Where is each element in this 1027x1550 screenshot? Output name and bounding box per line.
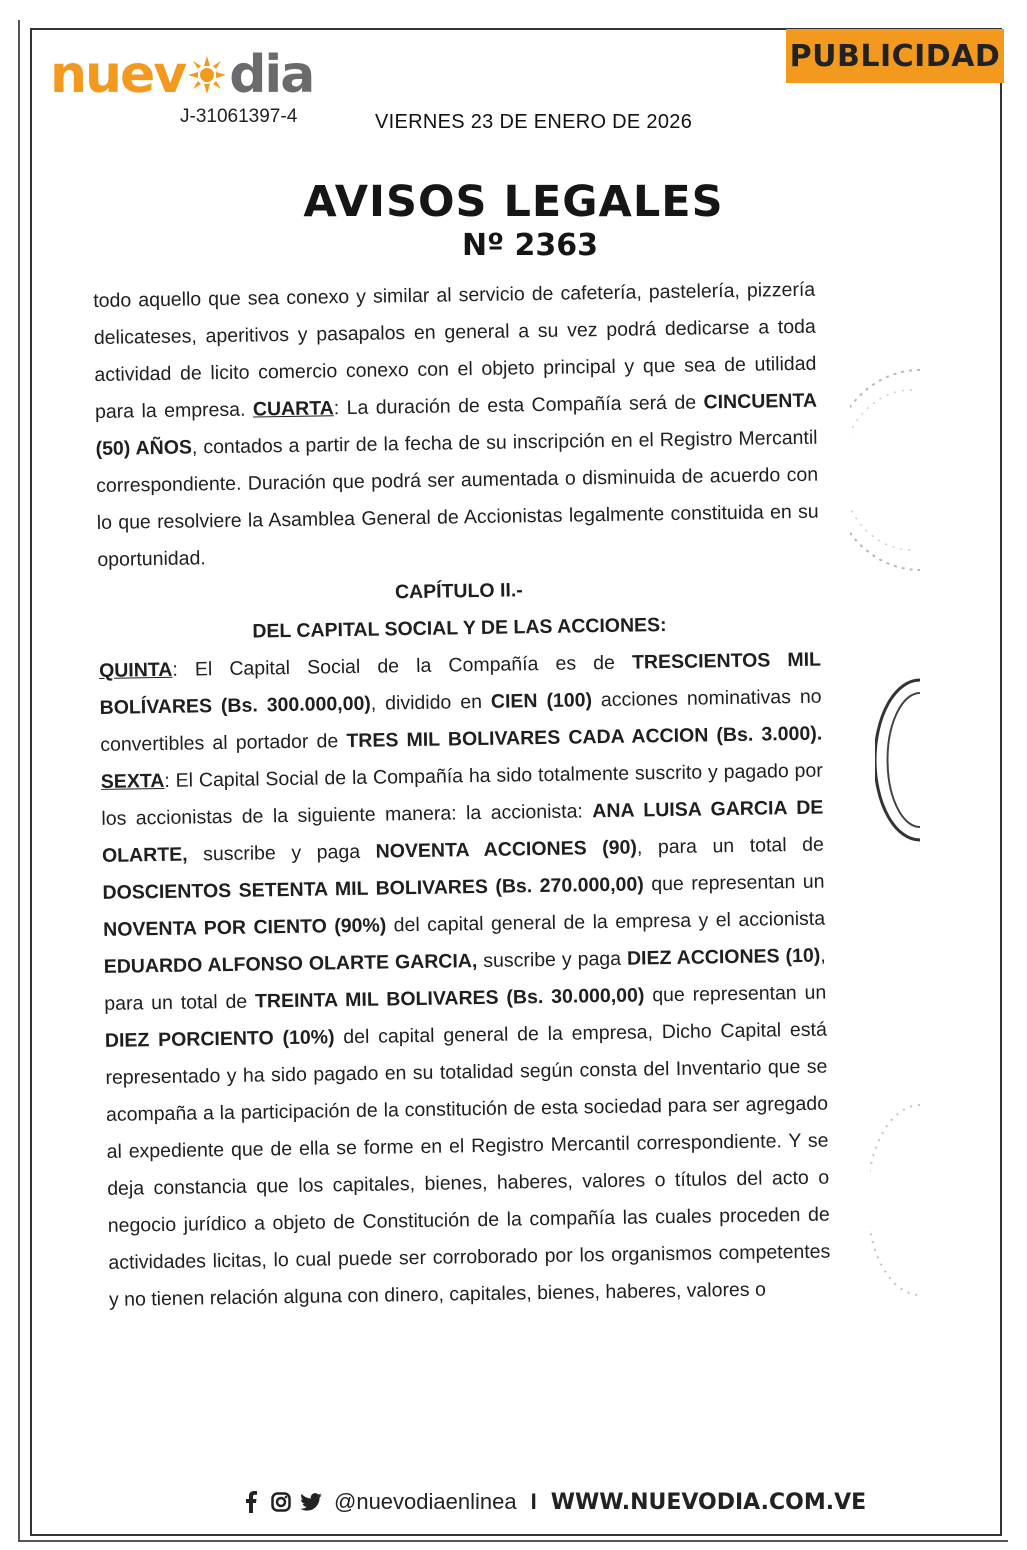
logo-text-b: dia (229, 45, 314, 105)
text-run: : El Capital Social de la Compañía ha sido totalmente suscrito y pagado por los accionistas de la siguiente manera: la accionista: (101, 759, 823, 830)
legal-notice-body (93, 272, 831, 1319)
seal-stamp-partial (850, 360, 930, 580)
social-handle[interactable]: @nuevodiaenlinea (334, 1489, 517, 1514)
text-run: que representan un (643, 870, 825, 896)
duration-term: CINCUENTA (50) AÑOS (95, 389, 818, 460)
text-run: , dividido en (370, 690, 492, 715)
publicity-tag: PUBLICIDAD (786, 29, 1004, 83)
company-id: J-31061397-4 (180, 106, 298, 127)
website-link[interactable]: WWW.NUEVODIA.COM.VE (550, 1489, 867, 1515)
text-run: del capital general de la empresa, Dicho Capital está representado y ha sido pagado en su totalidad según consta del Inventario que se acompaña a la participación de la constitución de esta sociedad para ser agregado al expediente que de ella se forme en el Registro Mercantil correspondiente. Y se deja constancia que los capitales, bienes, haberes, valores o títulos del acto o negocio jurídico a objeto de Constitución de la compañía las cuales proceden de actividades licitas, lo cual puede ser corroborado por los organismos competentes y no tienen relación alguna con dinero, capitales, bienes, haberes, valores o (105, 1018, 831, 1311)
text-run: , contados a partir de la fecha de su inscripción en el Registro Mercantil correspondiente. Duración que podrá ser aumentada o disminuida de acuerdo con lo que resolviere la Asamblea General de Accionistas legalmente constituida en su oportunidad. (96, 426, 819, 571)
notice-number: Nº 2363 (462, 228, 598, 263)
text-run: , para un total de (104, 944, 826, 1015)
instagram-icon[interactable] (270, 1491, 292, 1513)
page-footer (240, 1484, 866, 1520)
clause-cuarta: CUARTA (252, 397, 334, 421)
text-run: que representan un (644, 981, 827, 1007)
facebook-icon[interactable] (240, 1491, 262, 1513)
percentage: NOVENTA POR CIENTO (90%) (102, 914, 387, 941)
page-title: AVISOS LEGALES (303, 177, 724, 227)
text-run: , para un total de (636, 833, 825, 859)
share-value: TRES MIL BOLIVARES CADA ACCION (Bs. 3.000). (346, 722, 823, 753)
scan-edge-bottom (18, 1540, 1008, 1542)
paragraph-capital (99, 642, 831, 1319)
shares-subscribed: NOVENTA ACCIONES (90) (375, 836, 638, 863)
shareholder-name: EDUARDO ALFONSO OLARTE GARCIA, (103, 950, 478, 978)
seal-stamp-partial (875, 675, 925, 845)
text-run: : El Capital Social de la Compañía es de (172, 651, 633, 681)
text-run: todo aquello que sea conexo y similar al servicio de cafetería, pastelería, pizzería delicateses, aperitivos y pasapalos en general a su vez podrá dedicarse a toda actividad de licito comercio conexo con el objeto principal y que sea de utilidad para la empresa. (93, 278, 817, 423)
shares-count: CIEN (100) (490, 689, 593, 713)
logo-text-a: nuev (50, 45, 186, 105)
sun-icon (187, 55, 227, 95)
twitter-icon[interactable] (300, 1491, 322, 1513)
publication-date: VIERNES 23 DE ENERO DE 2026 (375, 111, 693, 133)
paragraph-object-duration (93, 272, 820, 579)
shares-subscribed: DIEZ ACCIONES (10) (626, 944, 821, 970)
capital-amount: TRESCIENTOS MIL BOLÍVARES (Bs. 300.000,00) (99, 648, 822, 719)
chapter-subheading: DEL CAPITAL SOCIAL Y DE LAS ACCIONES: (252, 614, 667, 643)
chapter-heading: CAPÍTULO II.- (394, 579, 523, 604)
text-run: acciones nominativas no convertibles al portador de (100, 685, 822, 756)
shareholder-name: ANA LUISA GARCIA DE OLARTE, (101, 796, 824, 867)
amount-paid: TREINTA MIL BOLIVARES (Bs. 30.000,00) (254, 984, 645, 1013)
clause-sexta: SEXTA (100, 769, 165, 793)
text-run: del capital general de la empresa y el accionista (386, 907, 826, 937)
text-run: suscribe y paga (477, 947, 628, 973)
newspaper-logo (50, 45, 313, 105)
text-run: suscribe y paga (187, 840, 376, 866)
clause-quinta: QUINTA (98, 658, 173, 682)
text-run: : La duración de esta Compañía será de (333, 391, 704, 420)
footer-separator: I (530, 1489, 537, 1514)
percentage: DIEZ PORCIENTO (10%) (104, 1026, 335, 1052)
seal-stamp-partial (870, 1100, 925, 1300)
amount-paid: DOSCIENTOS SETENTA MIL BOLIVARES (Bs. 270.000,00) (102, 873, 644, 904)
